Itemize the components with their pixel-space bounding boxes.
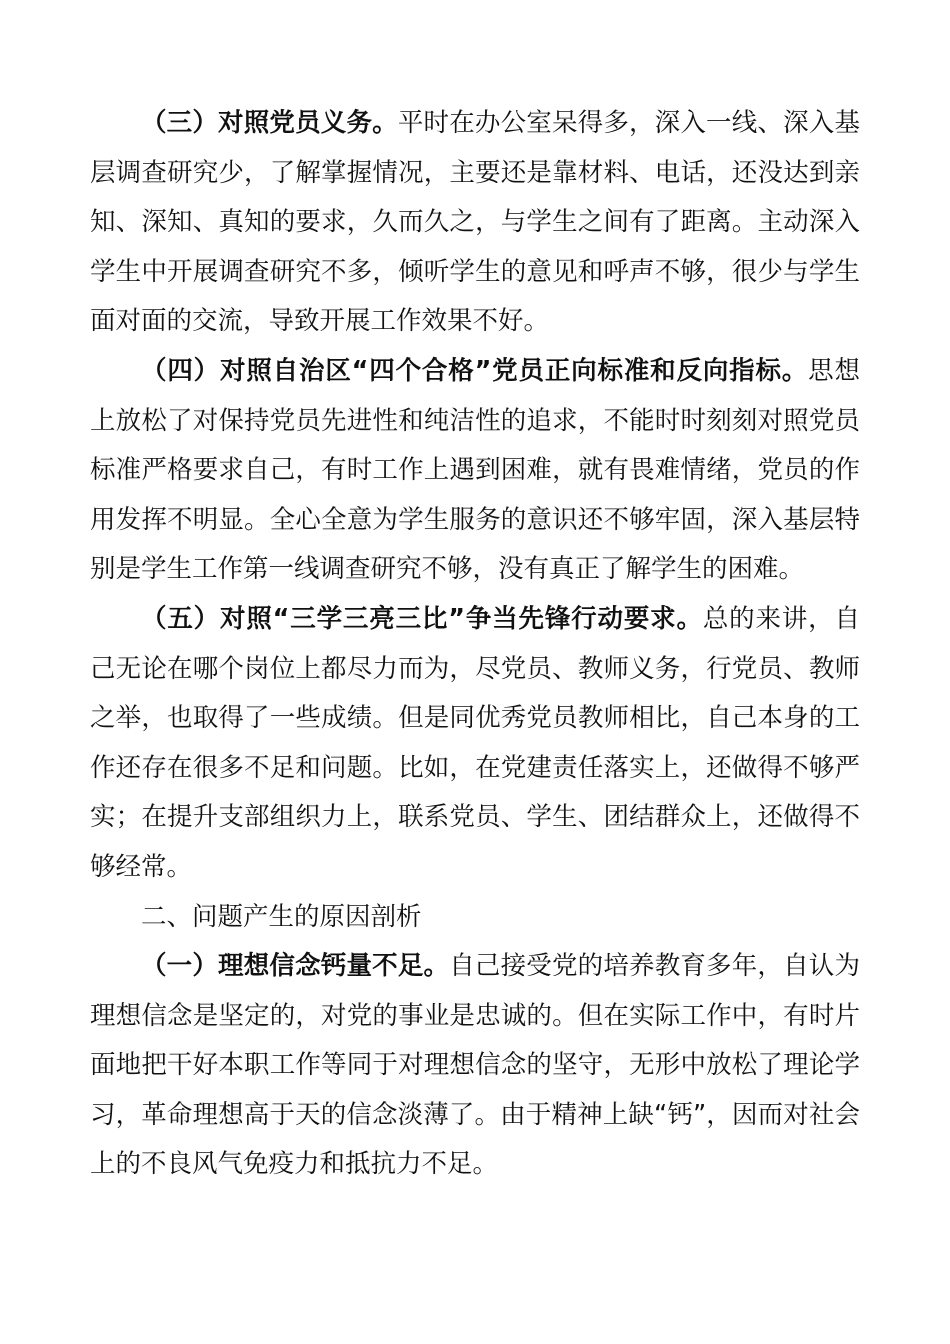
paragraph-heading: （一）理想信念钙量不足。 bbox=[141, 951, 450, 982]
paragraph-body: 自己接受党的培养教育多年，自认为理想信念是坚定的，对党的事业是忠诚的。但在实际工作中，有时片面地把干好本职工作等同于对理想信念的坚守，无形中放松了理论学习，革命理想高于天的信念淡薄了。由于精神上缺“钙”，因而对社会上的不良风气免疫力和抵抗力不足。 bbox=[90, 951, 860, 1180]
paragraph-body: 思想上放松了对保持党员先进性和纯洁性的追求，不能时时刻刻对照党员标准严格要求自己，有时工作上遇到困难，就有畏难情绪，党员的作用发挥不明显。全心全意为学生服务的意识还不够牢固，深入基层特别是学生工作第一线调查研究不够，没有真正了解学生的困难。 bbox=[90, 355, 860, 585]
section-heading-text: 二、问题产生的原因剖析 bbox=[141, 901, 422, 932]
paragraph-three-learn bbox=[90, 595, 860, 893]
paragraph-heading: （五）对照“三学三亮三比”争当先锋行动要求。 bbox=[141, 603, 703, 634]
document-page bbox=[90, 99, 860, 1190]
paragraph-body: 总的来讲，自己无论在哪个岗位上都尽力而为，尽党员、教师义务，行党员、教师之举，也取得了一些成绩。但是同优秀党员教师相比，自己本身的工作还存在很多不足和问题。比如，在党建责任落实上，还做得不够严实；在提升支部组织力上，联系党员、学生、团结群众上，还做得不够经常。 bbox=[90, 603, 860, 882]
paragraph-heading: （四）对照自治区“四个合格”党员正向标准和反向指标。 bbox=[141, 355, 809, 386]
section-heading bbox=[90, 893, 860, 943]
paragraph-heading: （三）对照党员义务。 bbox=[141, 108, 398, 138]
paragraph-body: 平时在办公室呆得多，深入一线、深入基层调查研究少，了解掌握情况，主要还是靠材料、电话，还没达到亲知、深知、真知的要求，久而久之，与学生之间有了距离。主动深入学生中开展调查研究不多，倾听学生的意见和呼声不够，很少与学生面对面的交流，导致开展工作效果不好。 bbox=[90, 108, 860, 337]
paragraph-obligations bbox=[90, 99, 860, 347]
paragraph-ideals bbox=[90, 942, 860, 1190]
paragraph-four-qualified bbox=[90, 347, 860, 595]
